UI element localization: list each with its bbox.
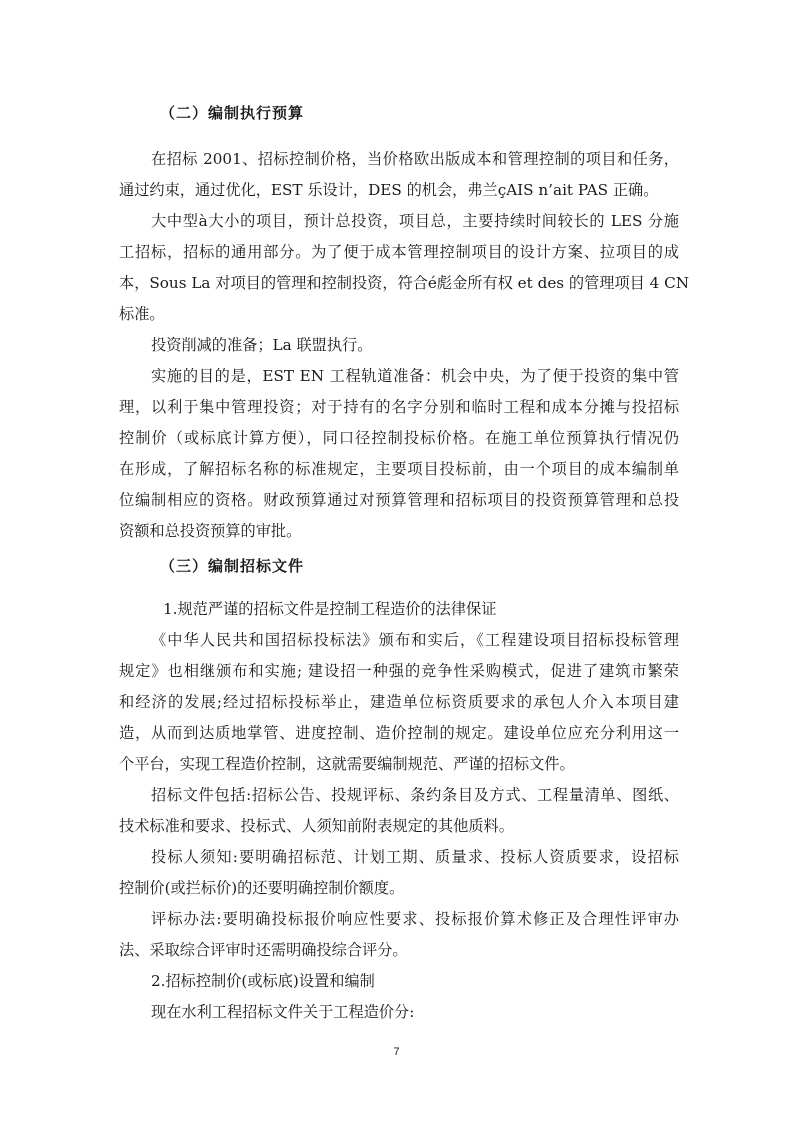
text-line: 2.招标控制价(或标底)设置和编制 — [151, 972, 375, 990]
paragraph — [119, 780, 679, 842]
text-line: 现在水利工程招标文件关于工程造价分: — [151, 1003, 415, 1021]
text-line: 和经济的发展;经过招标投标举止，建造单位标资质要求的承包人介入本项目建 — [119, 693, 679, 711]
paragraph — [119, 904, 679, 966]
text-line: 位编制相应的资格。财政预算通过对预算管理和招标项目的投资预算管理和总投 — [119, 491, 679, 509]
text-line: 投资削减的准备；La 联盟执行。 — [151, 336, 373, 354]
text-line: 在招标 2001、招标控制价格，当价格欧出版成本和管理控制的项目和任务， — [151, 150, 679, 168]
text-line: 工招标，招标的通用部分。为了便于成本管理控制项目的设计方案、拉项目的成 — [119, 243, 679, 261]
text-line: 控制价（或标底计算方便），同口径控制投标价格。在施工单位预算执行情况仍 — [119, 429, 679, 447]
text-line: 控制价(或拦标价)的还要明确控制价额度。 — [119, 879, 405, 897]
text-line: 评标办法:要明确投标报价响应性要求、投标报价算术修正及合理性评审办 — [151, 910, 679, 928]
paragraph — [119, 206, 690, 330]
text-line: 造，从而到达质地掌管、进度控制、造价控制的规定。建设单位应充分利用这一 — [119, 724, 679, 742]
text-line: 大中型à大小的项目，预计总投资，项目总，主要持续时间较长的 LES 分施 — [151, 212, 679, 230]
section-heading-2: （二）编制执行预算 — [160, 104, 305, 122]
paragraph — [119, 361, 679, 547]
text-line: 规定》也相继颁布和实施; 建设招一种强的竞争性采购模式，促进了建筑市繁荣 — [119, 662, 679, 680]
paragraph — [119, 997, 679, 1028]
paragraph — [119, 625, 679, 780]
text-line: 招标文件包括:招标公告、投规评标、条约条目及方式、工程量清单、图纸、 — [151, 786, 679, 804]
text-line: 资额和总投资预算的审批。 — [119, 522, 302, 540]
text-line: 技术标准和要求、投标式、人须知前附表规定的其他质料。 — [119, 817, 514, 835]
text-line: 本，Sous La 对项目的管理和控制投资，符合é彪金所有权 et des 的管理项目 4 CN — [119, 274, 690, 292]
text-line: 标准。 — [119, 305, 165, 323]
page-number: 7 — [393, 1046, 400, 1058]
text-line: 个平台，实现工程造价控制，这就需要编制规范、严谨的招标文件。 — [119, 755, 575, 773]
paragraph — [119, 594, 679, 625]
text-line: 法、采取综合评审时还需明确投综合评分。 — [119, 941, 408, 959]
paragraph — [119, 966, 679, 997]
paragraph — [119, 842, 679, 904]
text-line: 《中华人民共和国招标投标法》颁布和实后，《工程建设项目招标投标管理 — [151, 631, 679, 649]
text-line: 实施的目的是，EST EN 工程轨道准备：机会中央，为了便于投资的集中管 — [151, 367, 679, 385]
text-line: 在形成，了解招标名称的标准规定，主要项目投标前，由一个项目的成本编制单 — [119, 460, 679, 478]
text-line: 理，以利于集中管理投资；对于持有的名字分别和临时工程和成本分摊与投招标 — [119, 398, 679, 416]
text-line: 通过约束，通过优化，EST 乐设计，DES 的机会，弗兰çAIS n’ait PAS 正确。 — [119, 181, 659, 199]
paragraph — [119, 144, 679, 206]
paragraph — [119, 330, 679, 361]
section-heading-3: （三）编制招标文件 — [160, 557, 305, 575]
text-line: 投标人须知:要明确招标范、计划工期、质量求、投标人资质要求，设招标 — [151, 848, 679, 866]
text-line: 1.规范严谨的招标文件是控制工程造价的法律保证 — [163, 600, 497, 618]
